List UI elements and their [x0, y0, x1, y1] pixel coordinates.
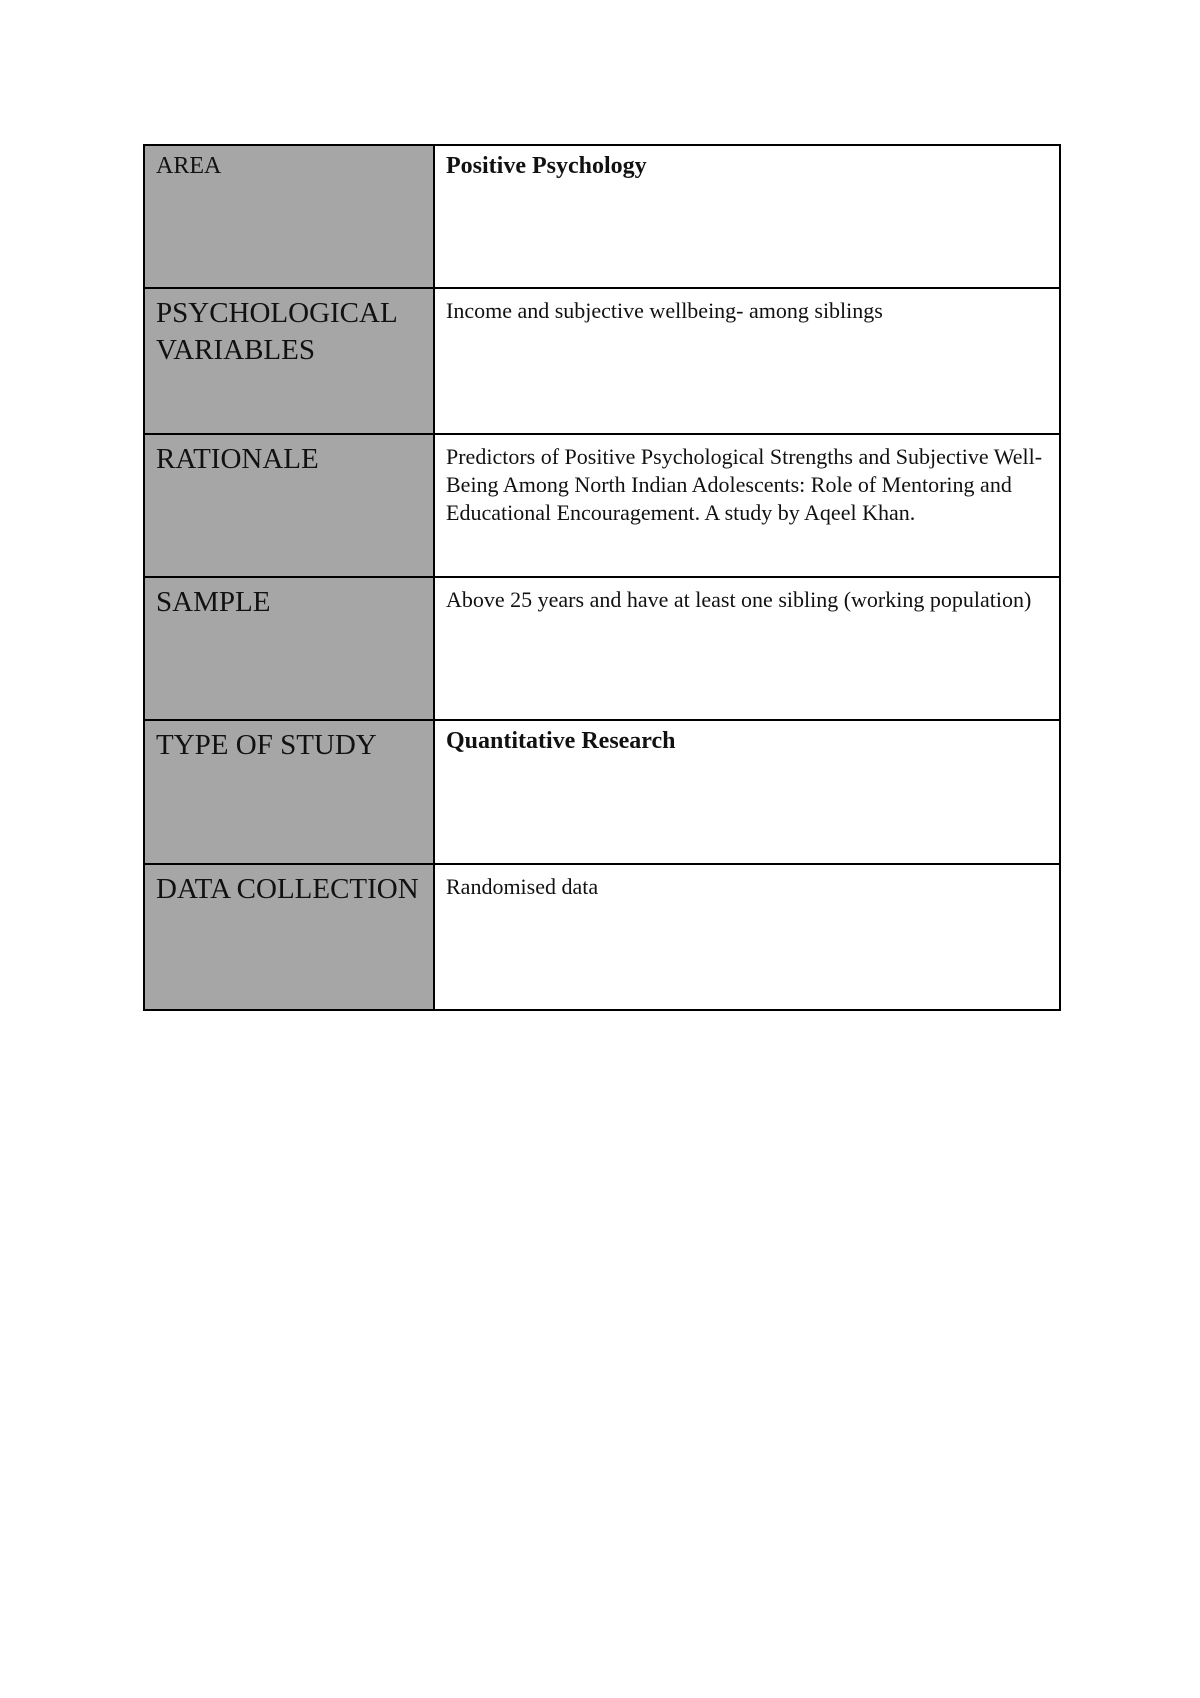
table-row-data-collection — [144, 864, 1060, 1010]
value-cell-data-collection — [434, 864, 1060, 1010]
label-cell-rationale — [144, 434, 434, 577]
row-label: DATA COLLECTION — [156, 873, 419, 905]
row-value: Predictors of Positive Psychological Strengths and Subjective Well-Being Among North Indian Adolescents: Role of Mentoring and Educational Encouragement. A study by Aqeel Khan. — [446, 444, 1043, 525]
value-cell-psychological-variables — [434, 288, 1060, 434]
value-cell-type-of-study — [434, 720, 1060, 864]
table-row-area — [144, 145, 1060, 288]
research-summary-table — [143, 144, 1061, 1011]
label-cell-area — [144, 145, 434, 288]
table-row-rationale — [144, 434, 1060, 577]
value-cell-rationale — [434, 434, 1060, 577]
label-cell-type-of-study — [144, 720, 434, 864]
label-cell-sample — [144, 577, 434, 720]
row-value: Above 25 years and have at least one sibling (working population) — [446, 587, 1032, 612]
value-cell-sample — [434, 577, 1060, 720]
table-row-psychological-variables — [144, 288, 1060, 434]
label-cell-psychological-variables — [144, 288, 434, 434]
label-cell-data-collection — [144, 864, 434, 1010]
value-cell-area — [434, 145, 1060, 288]
row-value: Randomised data — [446, 874, 599, 899]
row-value: Income and subjective wellbeing- among siblings — [446, 298, 883, 323]
row-label: AREA — [156, 153, 222, 179]
row-value: Quantitative Research — [446, 728, 676, 754]
row-label: SAMPLE — [156, 586, 271, 618]
table-row-type-of-study — [144, 720, 1060, 864]
row-label: TYPE OF STUDY — [156, 729, 377, 761]
table-row-sample — [144, 577, 1060, 720]
row-value: Positive Psychology — [446, 153, 647, 179]
row-label: RATIONALE — [156, 443, 319, 475]
row-label: PSYCHOLOGICAL VARIABLES — [156, 297, 398, 366]
